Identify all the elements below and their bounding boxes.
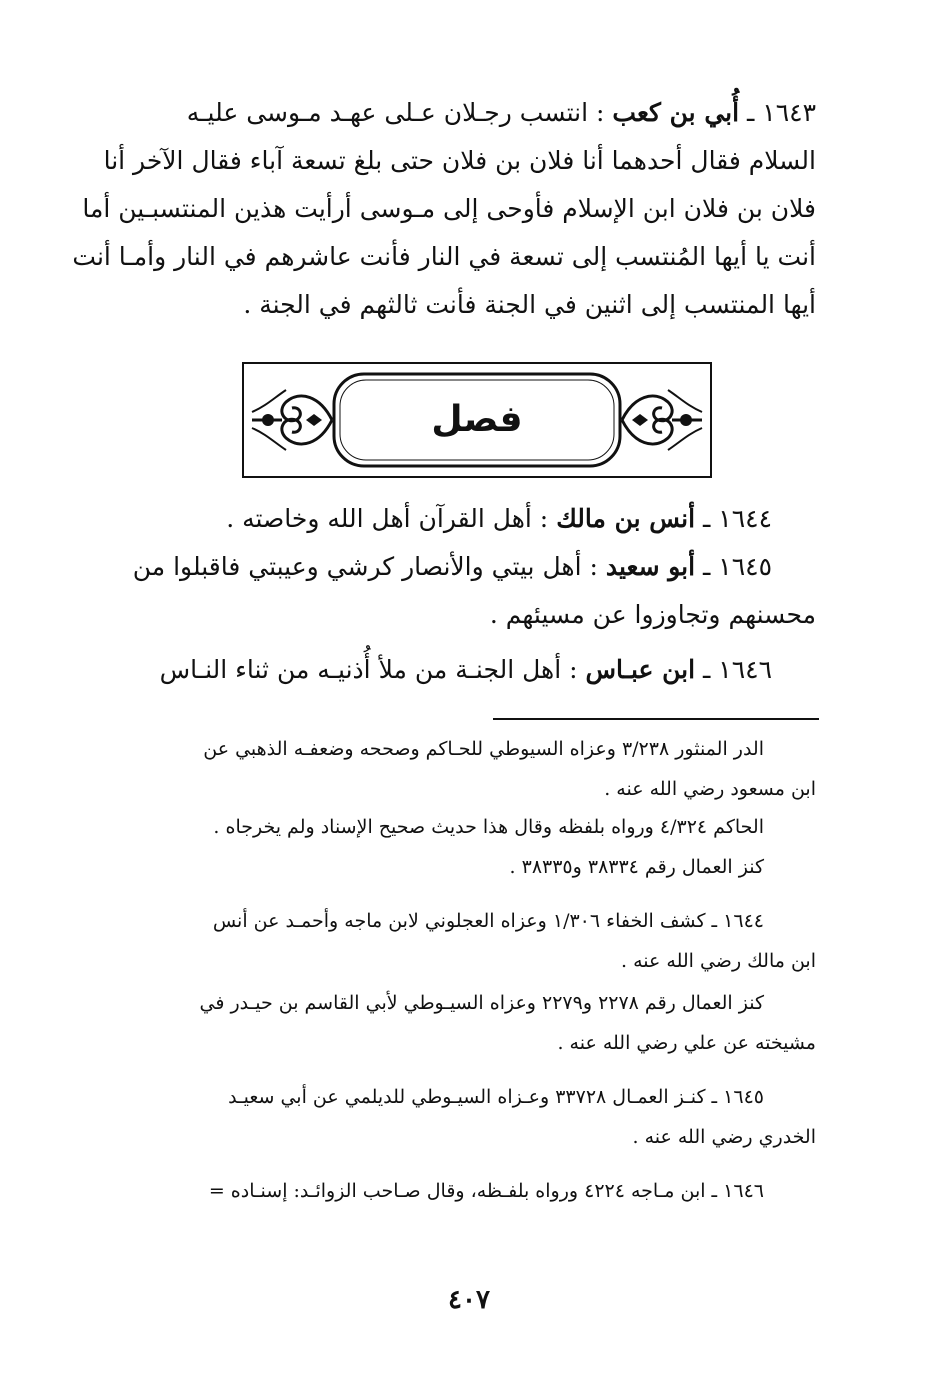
footnote-1646-line-1: ١٦٤٦ ـ ابن مـاجه ٤٢٢٤ ورواه بلفـظه، وقال صـاحب الزوائـد: إسنـاده = bbox=[208, 1180, 764, 1202]
footnote-1645-line-2: الخدري رضي الله عنه . bbox=[632, 1126, 816, 1148]
entry-number: ١٦٤٤ bbox=[718, 504, 772, 533]
narrator-name: أنس بن مالك bbox=[556, 504, 696, 533]
narrator-name: أبو سعيد bbox=[605, 552, 696, 581]
entry-number: ١٦٤٦ bbox=[718, 655, 772, 684]
entry-1643-line-2: السلام فقال أحدهما أنا فلان بن فلان حتى بلغ تسعة آباء فقال الآخر أنا bbox=[103, 146, 816, 175]
footnote-1643-line-2: ابن مسعود رضي الله عنه . bbox=[604, 778, 816, 800]
entry-1643-line-3: فلان بن فلان ابن الإسلام فأوحى إلى مـوسى أرأيت هذين المنتسبـين أما bbox=[82, 194, 816, 223]
footnote-1644-line-2: ابن مالك رضي الله عنه . bbox=[621, 950, 816, 972]
hadith-text: : انتسب رجـلان عـلى عهـد مـوسى عليـه bbox=[186, 98, 605, 127]
footnote-separator bbox=[493, 718, 819, 720]
entry-1645-line-1: ١٦٤٥ ـ أبو سعيد : أهل بيتي والأنصار كرشي وعيبتي فاقبلوا من bbox=[132, 552, 772, 581]
hadith-text: : أهل القرآن أهل الله وخاصته . bbox=[226, 504, 549, 533]
footnote-1643-line-3: الحاكم ٤/٣٢٤ ورواه بلفظه وقال هذا حديث صحيح الإسناد ولم يخرجاه . bbox=[213, 816, 764, 838]
page-number: ٤٠٧ bbox=[448, 1285, 490, 1315]
hadith-text: : أهل بيتي والأنصار كرشي وعيبتي فاقبلوا من bbox=[132, 552, 598, 581]
section-header-ornament bbox=[242, 362, 712, 478]
entry-1644-line-1: ١٦٤٤ ـ أنس بن مالك : أهل القرآن أهل الله وخاصته . bbox=[226, 504, 772, 533]
entry-1643-line-4: أنت يا أيها المُنتسب إلى تسعة في النار فأنت عاشرهم في النار وأمـا أنت bbox=[72, 242, 816, 271]
entry-1643-line-5: أيها المنتسب إلى اثنين في الجنة فأنت ثالثهم في الجنة . bbox=[243, 290, 816, 319]
section-title: فصل bbox=[431, 399, 523, 440]
entry-1646-line-1: ١٦٤٦ ـ ابن عبـاس : أهل الجنـة من ملأ أُذنيـه من ثناء النـاس bbox=[159, 655, 772, 684]
footnote-1644-line-3: كنز العمال رقم ٢٢٧٨ و٢٢٧٩ وعزاه السيـوطي لأبي القاسم بن حيـدر في bbox=[199, 992, 764, 1014]
footnote-1644-line-1: ١٦٤٤ ـ كشف الخفاء ١/٣٠٦ وعزاه العجلوني لابن ماجه وأحمـد عن أنس bbox=[212, 910, 764, 932]
footnote-1645-line-1: ١٦٤٥ ـ كنـز العمـال ٣٣٧٢٨ وعـزاه السيـوطي للديلمي عن أبي سعيـد bbox=[228, 1086, 764, 1108]
footnote-1644-line-4: مشيخته عن علي رضي الله عنه . bbox=[557, 1032, 816, 1054]
footnote-1643-line-4: كنز العمال رقم ٣٨٣٣٤ و٣٨٣٣٥ . bbox=[509, 856, 764, 878]
narrator-name: أُبي بن كعب bbox=[612, 98, 740, 127]
entry-number: ١٦٤٣ bbox=[762, 98, 816, 127]
hadith-text: : أهل الجنـة من ملأ أُذنيـه من ثناء النـاس bbox=[159, 655, 578, 684]
footnote-1643-line-1: الدر المنثور ٣/٢٣٨ وعزاه السيوطي للحـاكم وصححه وضعفـه الذهبي عن bbox=[203, 738, 764, 760]
entry-1643-line-1: ١٦٤٣ ـ أُبي بن كعب : انتسب رجـلان عـلى عهـد مـوسى عليـه bbox=[186, 98, 816, 127]
entry-1645-line-2: محسنهم وتجاوزوا عن مسيئهم . bbox=[489, 600, 816, 629]
narrator-name: ابن عبـاس bbox=[585, 655, 696, 684]
entry-number: ١٦٤٥ bbox=[718, 552, 772, 581]
